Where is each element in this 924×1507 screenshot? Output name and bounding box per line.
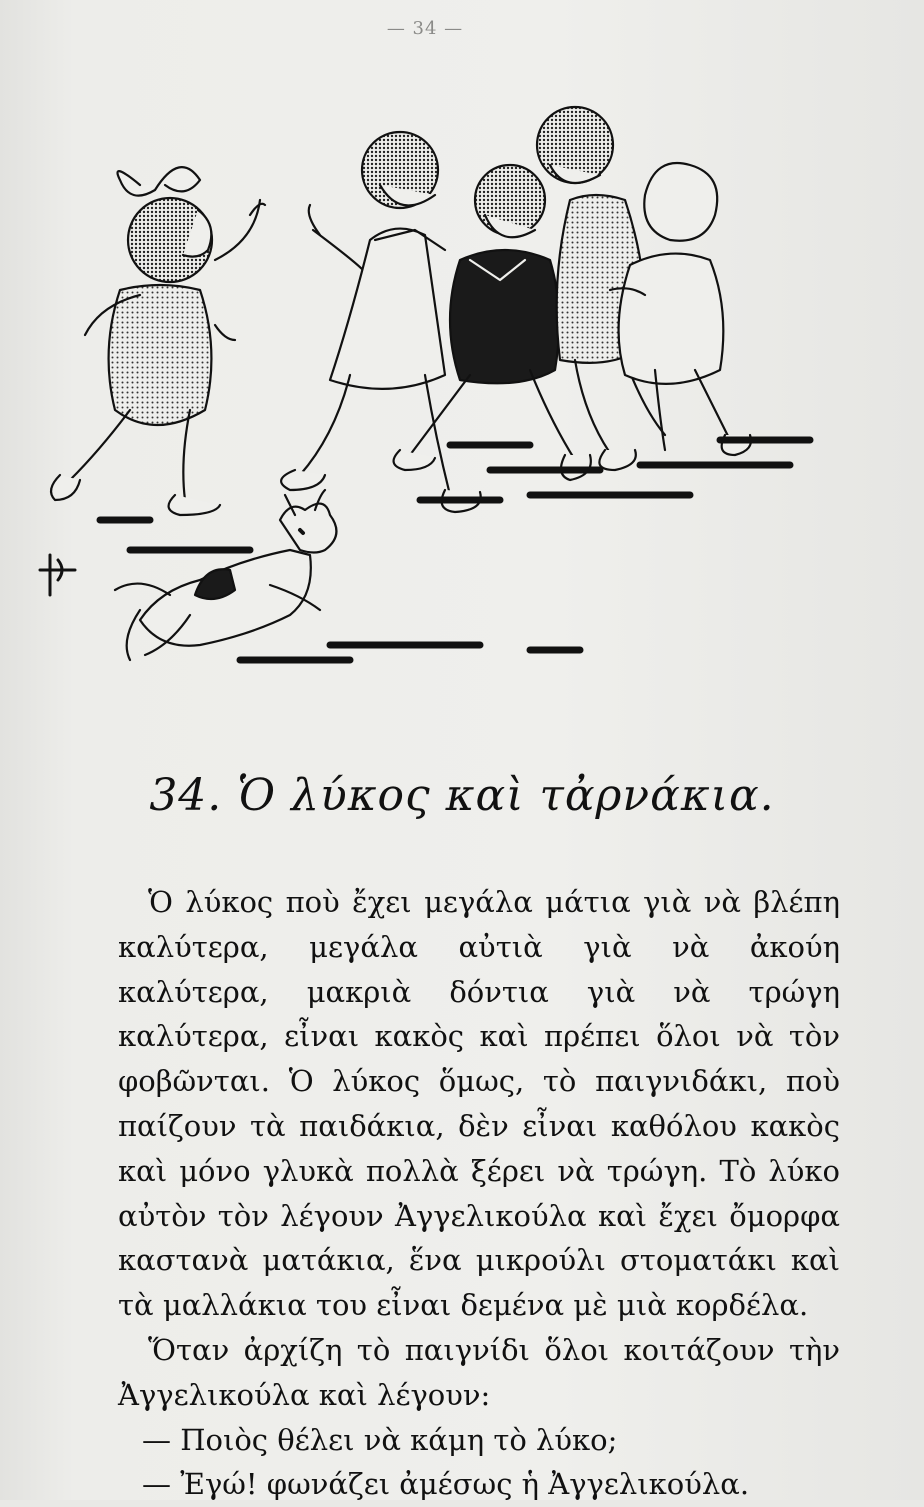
paragraph: Ὁ λύκος ποὺ ἔχει μεγάλα μάτια γιὰ νὰ βλέπη καλύτερα, μεγάλα αὐτιὰ γιὰ νὰ ἀκούη καλύτερα, μακριὰ δόντια γιὰ νὰ τρώγη καλύτερα, εἶναι κακὸς καὶ πρέπει ὅλοι νὰ τὸν φοβῶνται. Ὁ λύκος ὅμως, τὸ παιγνιδάκι, ποὺ παίζουν τὰ παιδάκια, δὲν εἶναι καθόλου κακὸς καὶ μόνο γλυκὰ πολλὰ ξέρει νὰ τρώγη. Τὸ λύκο αὐτὸν τὸν λέγουν Ἀγγελικούλα καὶ ἔχει ὄμορφα καστανὰ ματάκια, ἕνα μικρούλι στοματάκι καὶ τὰ μαλλάκια του εἶναι δεμένα μὲ μιὰ κορδέλα. — [118, 885, 840, 1323]
signature-mark — [40, 555, 75, 595]
girl-with-bow-figure — [51, 167, 265, 515]
dialogue-line: — Ἐγώ! φωνάζει ἀμέσως ἡ Ἀγγελικούλα. — [142, 1467, 750, 1502]
children-playing-with-dog-drawing-icon — [30, 90, 850, 710]
page-number: — 34 — — [386, 18, 464, 39]
dog-figure — [115, 490, 336, 660]
paragraph: Ὅταν ἀρχίζη τὸ παιγνίδι ὅλοι κοιτάζουν τὴν Ἀγγελικούλα καὶ λέγουν: — [118, 1332, 840, 1412]
small-girl-figure — [610, 163, 751, 455]
chapter-title: 34. Ὁ λύκος καὶ τἀρνάκια. — [149, 770, 775, 821]
story-text — [118, 880, 840, 1507]
dialogue-line: — Ποιὸς θέλει νὰ κάμη τὸ λύκο; — [142, 1422, 618, 1457]
